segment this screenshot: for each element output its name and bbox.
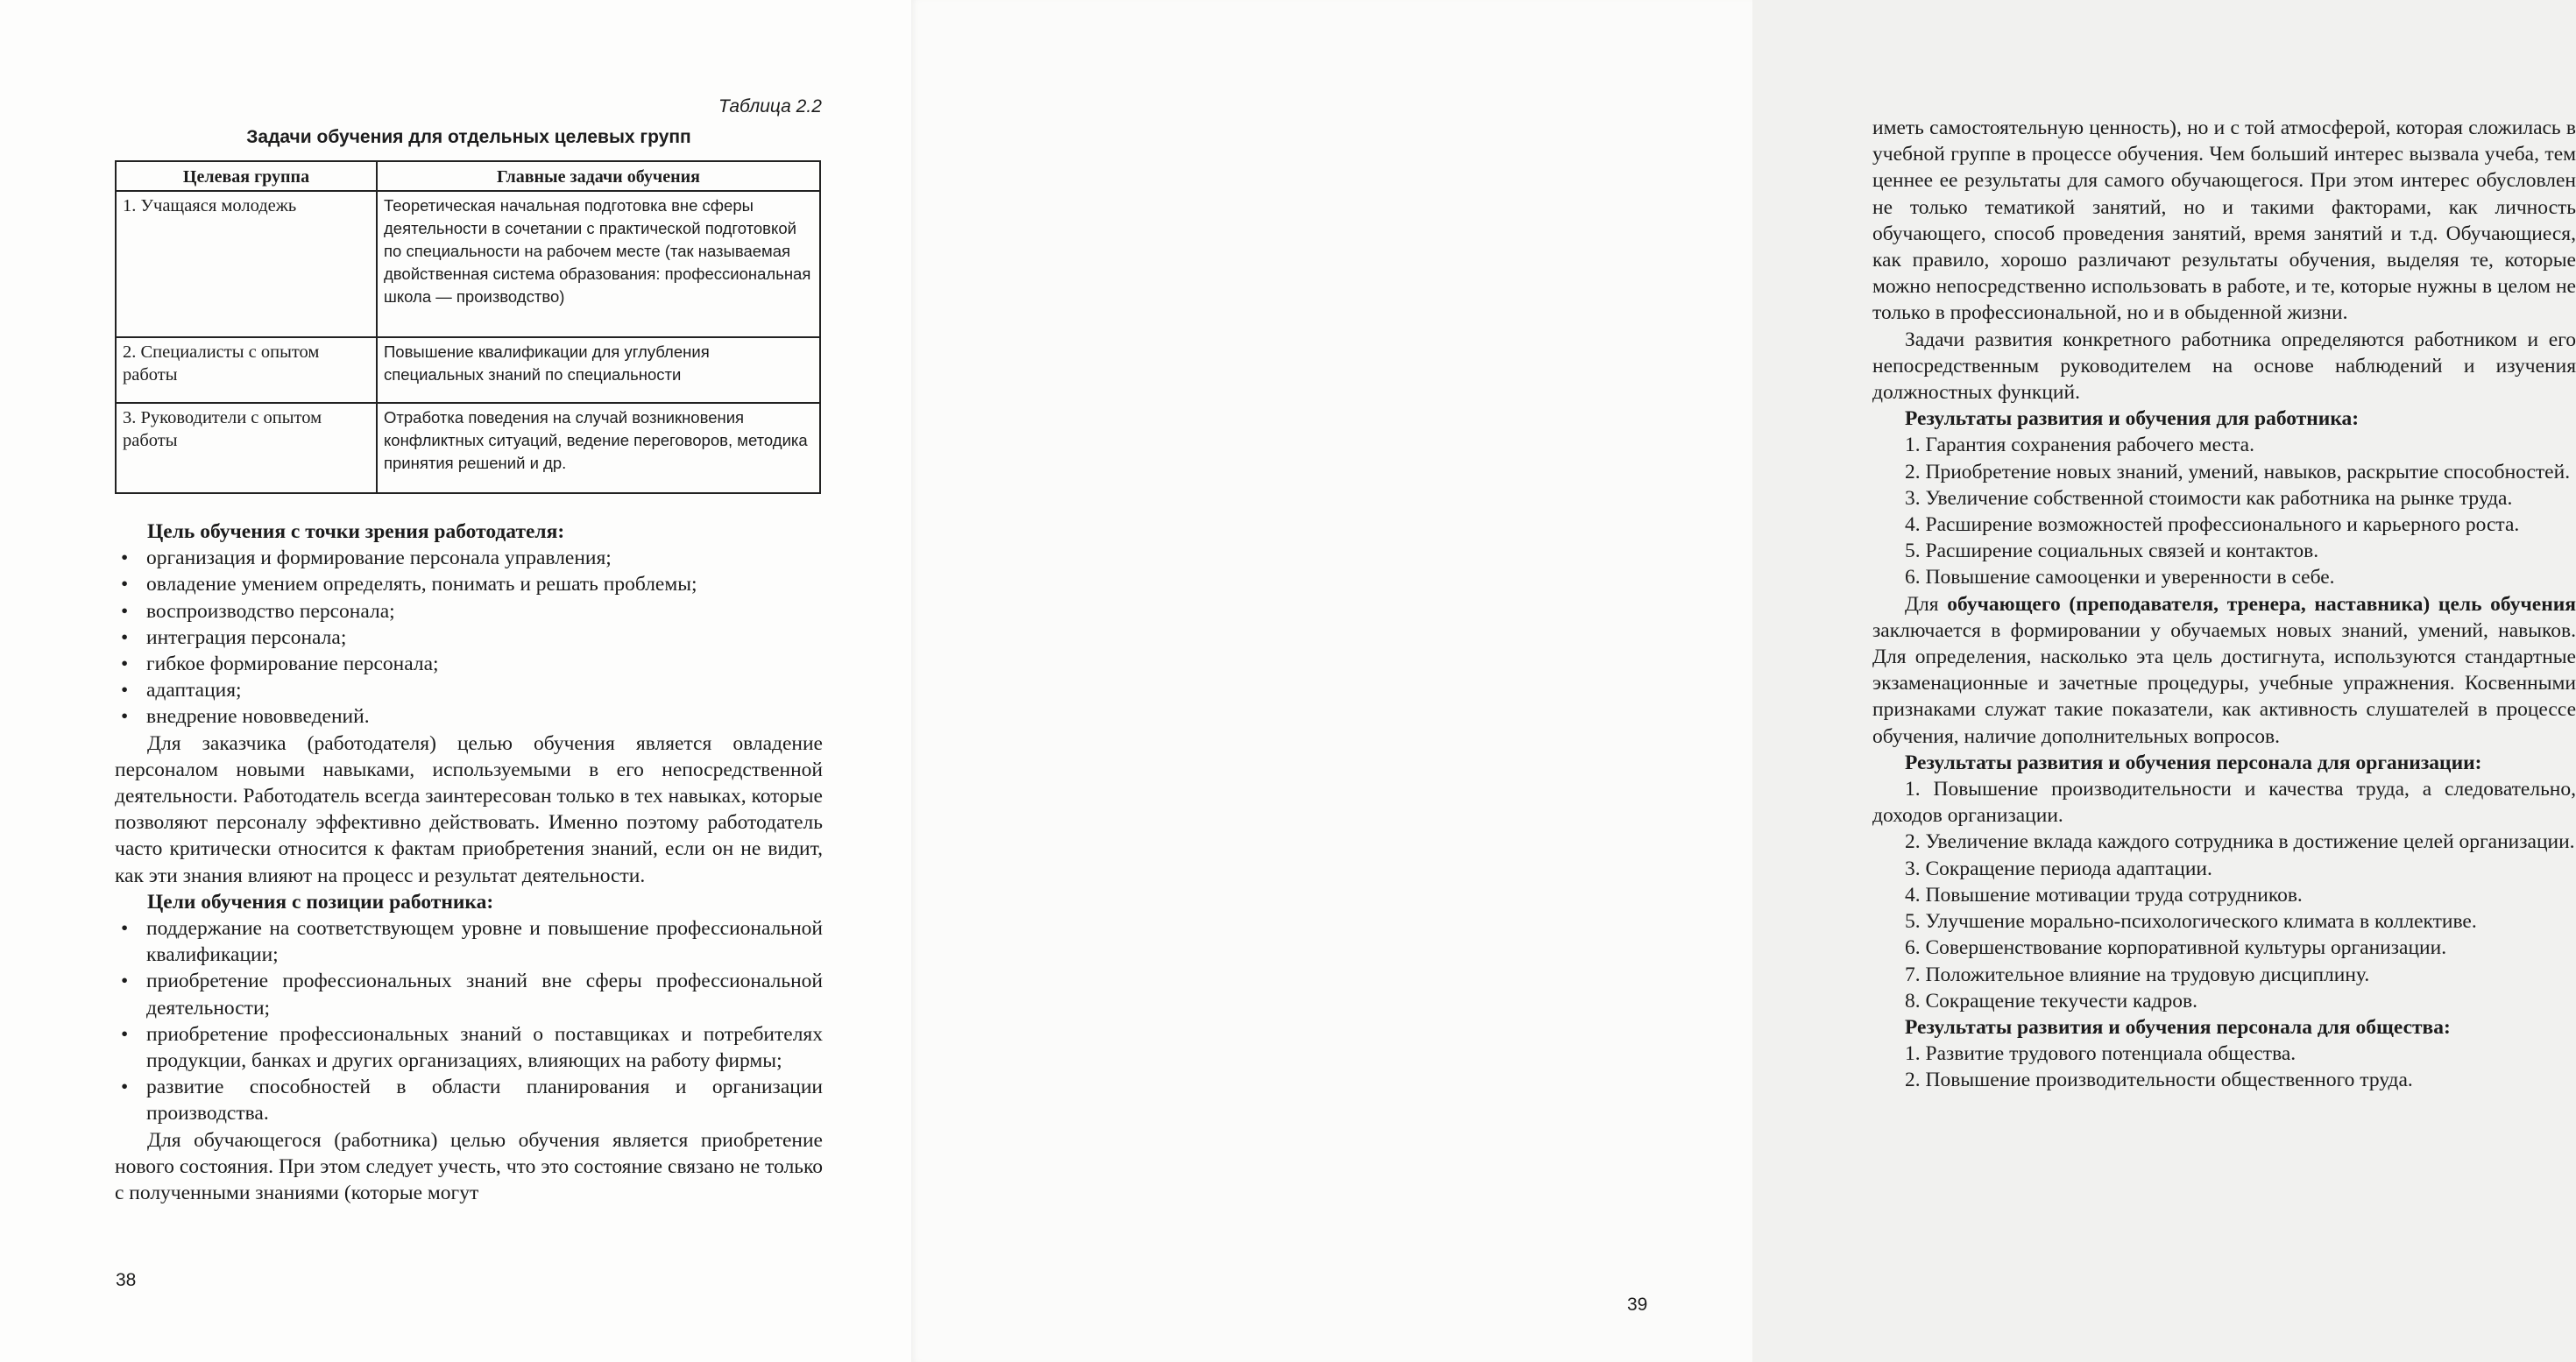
list-item: 8. Сокращение текучести кадров. xyxy=(1905,989,2197,1013)
target-group-cell: 2. Специалисты с опытом работы xyxy=(116,337,377,403)
table-header-cell: Целевая группа xyxy=(116,161,377,191)
table-header-cell: Главные задачи обучения xyxy=(377,161,820,191)
page-number: 38 xyxy=(116,1270,137,1290)
list-item: • приобретение профессиональных знаний вне сферы профессиональной деятельности; xyxy=(115,968,823,1020)
target-group-cell: 3. Руководители с опытом работы xyxy=(116,403,377,493)
list-item: 1. Развитие трудового потенциала общества. xyxy=(1905,1042,2296,1066)
list-item: • приобретение профессиональных знаний о поставщиках и потребителях продукции, банках и других организациях, влияющих на работу фирмы; xyxy=(115,1021,823,1074)
list-item: • внедрение нововведений. xyxy=(115,703,823,730)
employer-goals-list xyxy=(115,545,823,730)
list-item: 1. Гарантия сохранения рабочего места. xyxy=(1905,434,2254,457)
list-item: 5. Расширение социальных связей и контактов. xyxy=(1905,540,2319,563)
list-item: • гибкое формирование персонала; xyxy=(115,651,823,677)
training-tasks-cell: Повышение квалификации для углубления специальных знаний по специальности xyxy=(377,337,820,403)
list-item: • интеграция персонала; xyxy=(115,625,823,651)
org-results-heading: Результаты развития и обучения персонала для организации: xyxy=(1905,751,2482,774)
list-item: • адаптация; xyxy=(115,677,823,703)
trainer-lead: Для xyxy=(1905,592,1939,616)
table-row xyxy=(116,403,820,493)
list-item: 6. Повышение самооценки и уверенности в себе. xyxy=(1905,566,2335,589)
list-item: • воспроизводство персонала; xyxy=(115,598,823,625)
worker-goals-heading: Цели обучения с позиции работника: xyxy=(147,890,494,914)
list-item: 4. Повышение мотивации труда сотрудников. xyxy=(1905,883,2303,907)
list-item: • овладение умением определять, понимать и решать проблемы; xyxy=(115,571,823,597)
list-item: 4. Расширение возможностей профессионального и карьерного роста. xyxy=(1905,513,2520,537)
continuation-paragraph: иметь самостоятельную ценность), но и с той атмосферой, которая сложилась в учебной группе в процессе обучения. Чем больший интерес вызвала учеба, тем ценнее ее результаты для самого обучающегося. При этом интерес обусловлен не только тематикой занятий, но и такими факторами, как личность обучающего, способ проведения занятий, время занятий и т.д. Обучающиеся, как правило, хорошо различают результаты обучения, выделяя те, которые можно непосредственно использовать в работе, и те, которые нужны в целом не только в профессиональной, но и в обыденной жизни. xyxy=(1872,116,2576,325)
right-page xyxy=(911,0,2576,1362)
society-results-heading: Результаты развития и обучения персонала для общества: xyxy=(1905,1015,2451,1039)
list-item: 3. Сокращение периода адаптации. xyxy=(1905,857,2212,880)
worker-goals-list xyxy=(115,915,823,1127)
table-label: Таблица 2.2 xyxy=(718,96,822,116)
trainer-rest: заключается в формировании у обучаемых новых знаний, умений, навыков. Для определения, насколько эта цель достигнута, используются стандартные экзаменационные и зачетные процедуры, учебные упражнения. Косвенными признаками служат такие показатели, как активность слушателей в процессе обучения, наличие дополнительных вопросов. xyxy=(1872,618,2576,748)
list-item: 6. Совершенствование корпоративной культуры организации. xyxy=(1905,936,2447,960)
employer-goals-heading: Цель обучения с точки зрения работодателя: xyxy=(147,520,565,543)
list-item: • организация и формирование персонала управления; xyxy=(115,545,823,571)
list-item: 2. Приобретение новых знаний, умений, навыков, раскрытие способностей. xyxy=(1905,460,2571,483)
training-tasks-cell: Теоретическая начальная подготовка вне сферы деятельности в сочетании с практической подготовкой по специальности на рабочем месте (так называемая двойственная система образования: профессиональная школа — производство) xyxy=(377,191,820,337)
list-item: • поддержание на соответствующем уровне и повышение профессиональной квалификации; xyxy=(115,915,823,968)
trainer-bold: обучающего (преподавателя, тренера, наставника) цель обучения xyxy=(1947,592,2576,616)
employer-paragraph: Для заказчика (работодателя) целью обучения является овладение персоналом новыми навыками, используемыми в его непосредственной деятельности. Работодатель всегда заинтересован только в тех навыках, которые позволяют персоналу эффективно действовать. Именно поэтому работодатель часто критически относится к фактам приобретения знаний, если он не видит, как эти знания влияют на процесс и результат деятельности. xyxy=(115,731,823,887)
target-group-cell: 1. Учащаяся молодежь xyxy=(116,191,377,337)
development-paragraph: Задачи развития конкретного работника определяются работником и его непосредственным руководителем на основе наблюдений и изучения должностных функций. xyxy=(1872,328,2576,405)
list-item: 7. Положительное влияние на трудовую дисциплину. xyxy=(1905,963,2370,986)
table-title: Задачи обучения для отдельных целевых групп xyxy=(246,127,691,147)
list-item: 5. Улучшение морально-психологического климата в коллективе. xyxy=(1905,910,2477,934)
list-item: 3. Увеличение собственной стоимости как работника на рынке труда. xyxy=(1905,486,2513,510)
left-page xyxy=(0,0,911,1362)
table-header-row xyxy=(116,161,820,191)
right-page-body xyxy=(1872,115,2576,1094)
training-tasks-cell: Отработка поведения на случай возникновения конфликтных ситуаций, ведение переговоров, методика принятия решений и др. xyxy=(377,403,820,493)
training-goals-table xyxy=(115,160,821,494)
worker-paragraph: Для обучающегося (работника) целью обучения является приобретение нового состояния. При этом следует учесть, что это состояние связано не только с полученными знаниями (которые могут xyxy=(115,1128,823,1205)
table-row xyxy=(116,337,820,403)
list-item: • развитие способностей в области планирования и организации производства. xyxy=(115,1074,823,1126)
page-number: 39 xyxy=(1627,1295,1648,1315)
table-row xyxy=(116,191,820,337)
list-item: 1. Повышение производительности и качества труда, а следовательно, доходов организации. xyxy=(1872,778,2576,828)
list-item: 2. Увеличение вклада каждого сотрудника в достижение целей организации. xyxy=(1905,830,2575,854)
left-page-body xyxy=(115,519,823,1206)
worker-results-heading: Результаты развития и обучения для работника: xyxy=(1905,407,2360,431)
trainer-paragraph xyxy=(1872,591,2576,750)
list-item: 2. Повышение производительности общественного труда. xyxy=(1905,1069,2413,1092)
